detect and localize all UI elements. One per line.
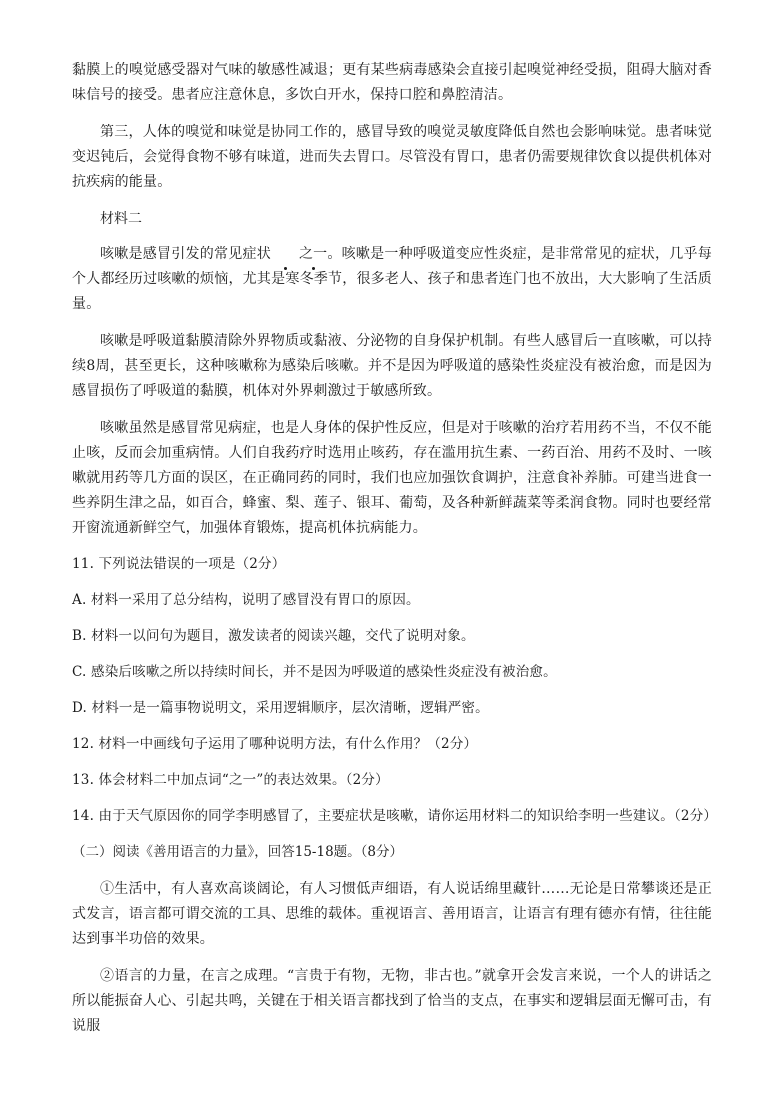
document-page (72, 58, 718, 1051)
material2-p1-before: 咳嗽是感冒引发的常见症状 (100, 246, 271, 262)
material2-p1-after: 。咳嗽是一种呼吸道变应性炎症，是非常常见的症状，几乎每个人都经历过咳嗽的烦恼，尤其是寒冬季节，很多老人、孩子和患者连门也不放出，大大影响了生活质量。 (72, 246, 712, 312)
question-11-option-c: C. 感染后咳嗽之所以持续时间长，并不是因为呼吸道的感染性炎症没有被治愈。 (72, 664, 557, 680)
question-11-option-a: A. 材料一采用了总分结构，说明了感冒没有胃口的原因。 (72, 592, 420, 608)
material1-paragraph-tail: 黏膜上的嗅觉感受器对气味的敏感性减退；更有某些病毒感染会直接引起嗅觉神经受损，阻碍大脑对香味信号的接受。患者应注意休息，多饮白开水，保持口腔和鼻腔清洁。 (72, 62, 712, 103)
question-13: 13. 体会材料二中加点词“之一”的表达效果。（2分） (72, 772, 389, 788)
question-14: 14. 由于天气原因你的同学李明感冒了，主要症状是咳嗽，请你运用材料二的知识给李明一些建议。（2分） (72, 808, 718, 824)
question-11-option-b: B. 材料一以问句为题目，激发读者的阅读兴趣，交代了说明对象。 (72, 628, 475, 644)
material1-paragraph-third: 第三，人体的嗅觉和味觉是协同工作的，感冒导致的嗅觉灵敏度降低自然也会影响味觉。患者味觉变迟钝后，会觉得食物不够有味道，进而失去胃口。尽管没有胃口，患者仍需要规律饮食以提供机体对抗疾病的能量。 (72, 124, 712, 190)
section-2-paragraph-2: ②语言的力量，在言之成理。“言贵于有物，无物，非古也。”就拿开会发言来说，一个人的讲话之所以能振奋人心、引起共鸣，关键在于相关语言都找到了恰当的支点，在事实和逻辑层面无懈可击，有说服 (72, 968, 712, 1034)
material2-heading: 材料二 (100, 211, 142, 227)
material2-paragraph-3: 咳嗽虽然是感冒常见病症，也是人身体的保护性反应，但是对于咳嗽的治疗若用药不当，不仅不能止咳，反而会加重病情。人们自我药疗时选用止咳药，存在滥用抗生素、一药百治、用药不及时、一咳嗽就用药等几方面的误区，在正确同药的同时，我们也应加强饮食调护，注意食补养肺。可建当进食一些养阴生津之品，如百合，蜂蜜、梨、莲子、银耳、葡萄，及各种新鲜蔬菜等柔润食物。同时也要经常开窗流通新鲜空气，加强体育锻炼，提高机体抗病能力。 (72, 420, 712, 536)
section-2-paragraph-1: ①生活中，有人喜欢高谈阔论，有人习惯低声细语，有人说话绵里藏针……无论是日常攀谈还是正式发言，语言都可谓交流的工具、思维的载体。重视语言、善用语言，让语言有理有德亦有情，往往能达到事半功倍的效果。 (72, 881, 712, 947)
question-11: 11. 下列说法错误的一项是（2分） (72, 556, 286, 572)
question-11-option-d: D. 材料一是一篇事物说明文，采用逻辑顺序，层次清晰，逻辑严密。 (72, 700, 489, 716)
question-12: 12. 材料一中画线句子运用了哪种说明方法，有什么作用？（2分） (72, 736, 478, 752)
material2-paragraph-2: 咳嗽是呼吸道黏膜清除外界物质或黏液、分泌物的自身保护机制。有些人感冒后一直咳嗽，可以持续8周，甚至更长，这种咳嗽称为感染后咳嗽。并不是因为呼吸道的感染性炎症没有被治愈，而是因为感冒损伤了呼吸道的黏膜，机体对外界刺激过于敏感所致。 (72, 333, 712, 399)
section-2-title: （二）阅读《善用语言的力量》，回答15-18题。（8分） (72, 844, 404, 860)
emphasized-word: 之一 (271, 242, 327, 267)
material2-paragraph-1 (72, 242, 712, 317)
